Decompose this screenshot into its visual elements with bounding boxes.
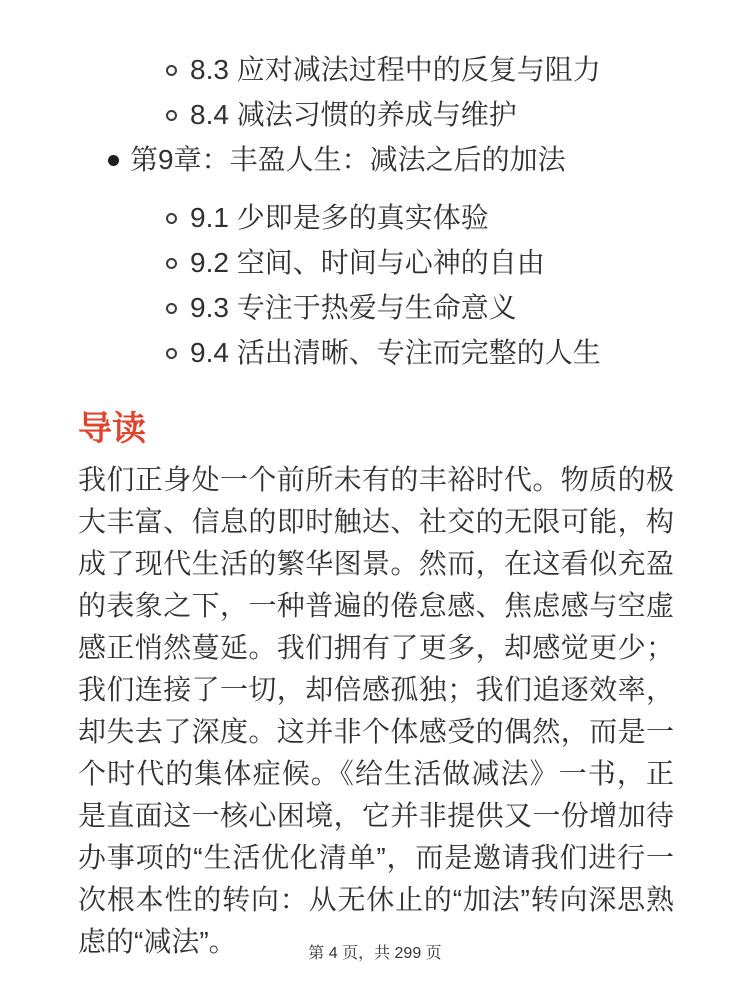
toc-item [0, 337, 750, 369]
section-heading: 导读 [78, 410, 146, 448]
circle-bullet-icon [166, 258, 177, 269]
toc-item-label: 9.4 活出清晰、专注而完整的人生 [190, 337, 601, 368]
toc-item [0, 247, 750, 279]
toc-item-label: 9.1 少即是多的真实体验 [190, 202, 489, 233]
intro-paragraph: 我们正身处一个前所未有的丰裕时代。物质的极大丰富、信息的即时触达、社交的无限可能，构成了现代生活的繁华图景。然而，在这看似充盈的表象之下，一种普遍的倦怠感、焦虑感与空虚感正悄然蔓延。我们拥有了更多，却感觉更少；我们连接了一切，却倍感孤独；我们追逐效率，却失去了深度。这并非个体感受的偶然，而是一个时代的集体症候。《给生活做减法》一书，正是直面这一核心困境，它并非提供又一份增加待办事项的“生活优化清单”，而是邀请我们进行一次根本性的转向：从无休止的“加法”转向深思熟虑的“减法”。 [78, 464, 674, 957]
circle-bullet-icon [166, 348, 177, 359]
circle-bullet-icon [166, 213, 177, 224]
toc-item-label: 8.4 减法习惯的养成与维护 [190, 99, 517, 130]
disc-bullet-icon [108, 155, 119, 166]
page-indicator: 第 4 页，共 299 页 [308, 945, 442, 962]
toc-item [0, 99, 750, 131]
circle-bullet-icon [166, 303, 177, 314]
toc-item-label: 8.3 应对减法过程中的反复与阻力 [190, 54, 601, 85]
toc-item [0, 292, 750, 324]
circle-bullet-icon [166, 65, 177, 76]
toc-item [0, 54, 750, 86]
toc-item [0, 202, 750, 234]
toc-item-label: 9.2 空间、时间与心神的自由 [190, 247, 545, 278]
table-of-contents [0, 0, 750, 369]
circle-bullet-icon [166, 110, 177, 121]
toc-item-chapter [0, 144, 750, 176]
toc-item-label: 9.3 专注于热爱与生命意义 [190, 292, 517, 323]
toc-item-label: 第9章：丰盈人生：减法之后的加法 [130, 144, 566, 175]
